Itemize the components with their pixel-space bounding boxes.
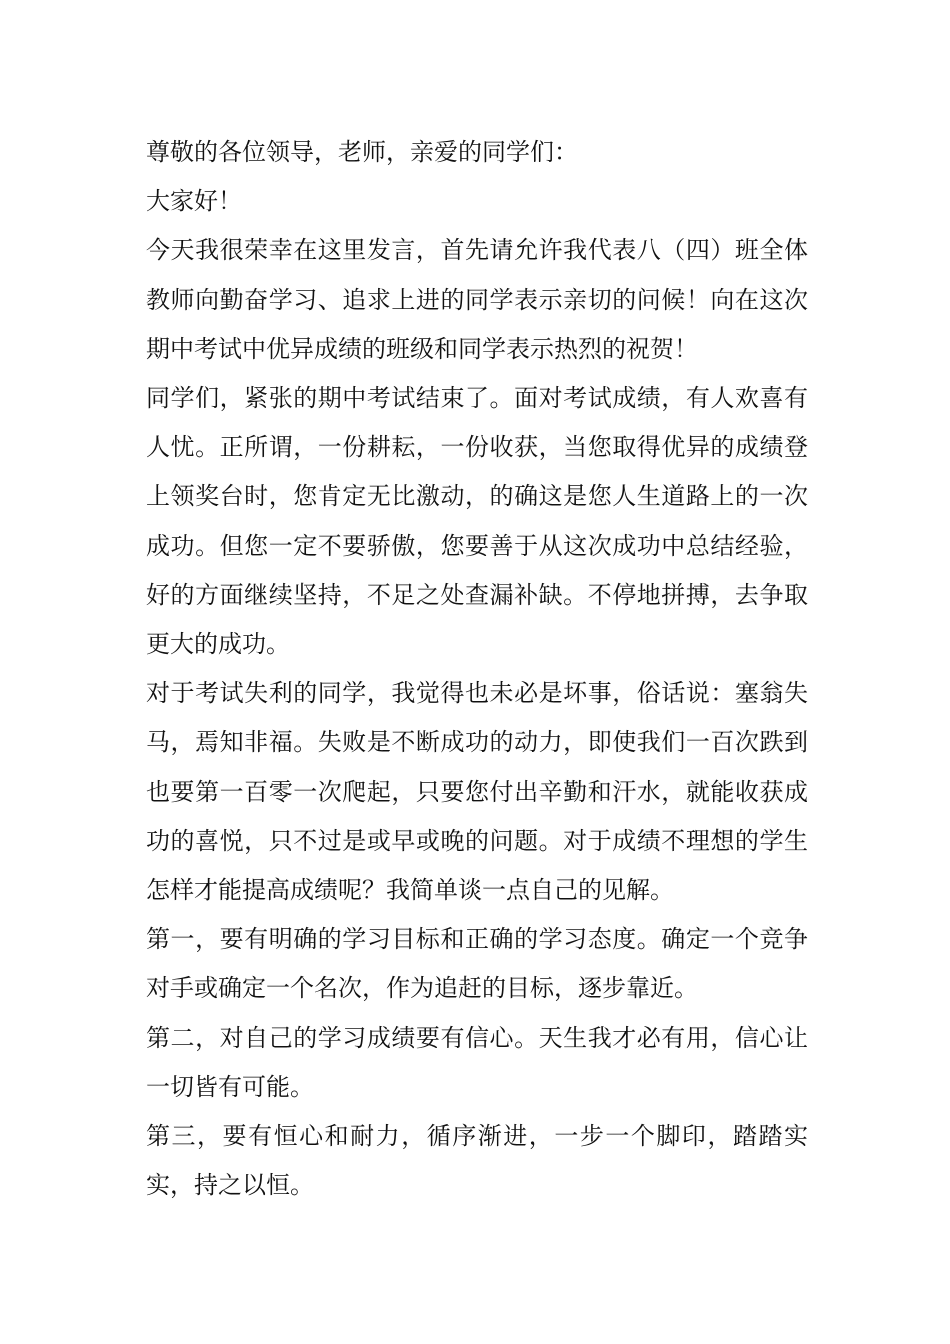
speech-body: [146, 128, 808, 1210]
point-two: 第二，对自己的学习成绩要有信心。天生我才必有用，信心让一切皆有可能。: [146, 1023, 808, 1101]
paragraph-failure: 对于考试失利的同学，我觉得也未必是坏事，俗话说：塞翁失马，焉知非福。失败是不断成功的动力，即使我们一百次跌到也要第一百零一次爬起，只要您付出辛勤和汗水，就能收获成功的喜悦，只不过是或早或晚的问题。对于成绩不理想的学生怎样才能提高成绩呢？我简单谈一点自己的见解。: [146, 679, 808, 905]
point-three: 第三，要有恒心和耐力，循序渐进，一步一个脚印，踏踏实实，持之以恒。: [146, 1122, 808, 1200]
paragraph-success: 同学们，紧张的期中考试结束了。面对考试成绩，有人欢喜有人忧。正所谓，一份耕耘，一份收获，当您取得优异的成绩登上领奖台时，您肯定无比激动，的确这是您人生道路上的一次成功。但您一定不要骄傲，您要善于从这次成功中总结经验，好的方面继续坚持，不足之处查漏补缺。不停地拼搏，去争取更大的成功。: [146, 384, 808, 659]
salutation: 尊敬的各位领导，老师，亲爱的同学们：: [146, 138, 578, 166]
greeting: 大家好！: [146, 187, 242, 216]
paragraph-intro: 今天我很荣幸在这里发言，首先请允许我代表八（四）班全体教师向勤奋学习、追求上进的同学表示亲切的问候！向在这次期中考试中优异成绩的班级和同学表示热烈的祝贺！: [146, 236, 808, 363]
point-one: 第一，要有明确的学习目标和正确的学习态度。确定一个竞争对手或确定一个名次，作为追赶的目标，逐步靠近。: [146, 925, 808, 1003]
